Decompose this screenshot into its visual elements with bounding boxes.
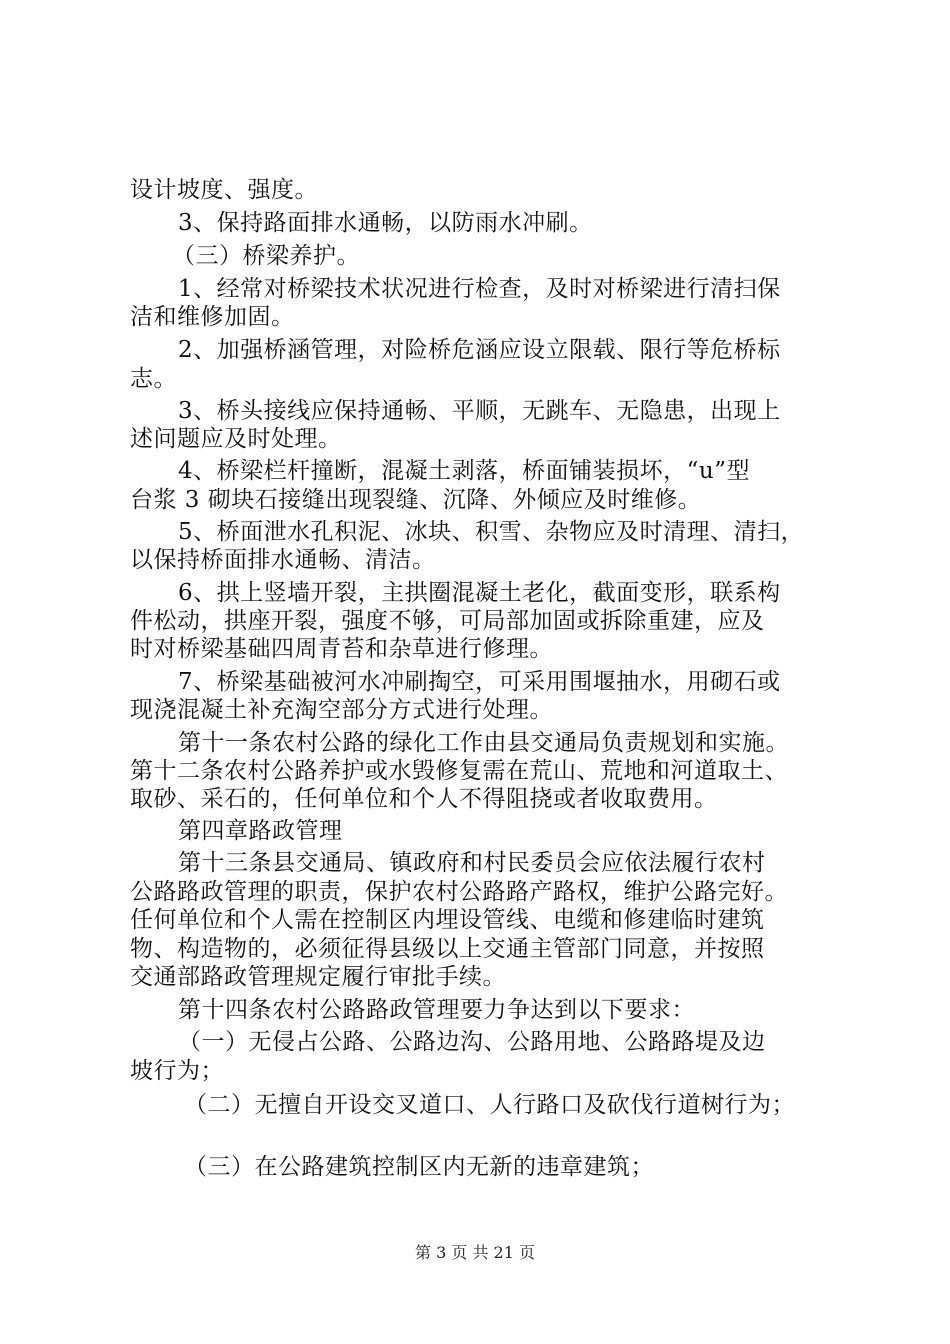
text-line: （一）无侵占公路、公路边沟、公路用地、公路路堤及边 (178, 1029, 766, 1055)
page-footer: 第 3 页 共 21 页 (415, 1243, 535, 1262)
text-line: （三）在公路建筑控制区内无新的违章建筑； (184, 1154, 654, 1180)
text-line: 交通部路政管理规定履行审批手续。 (130, 964, 506, 990)
text-line: 任何单位和个人需在控制区内埋设管线、电缆和修建临时建筑 (130, 907, 765, 933)
section-heading: （三）桥梁养护。 (172, 243, 360, 269)
text-line: 2、加强桥涵管理，对险桥危涵应设立限载、限行等危桥标 (178, 337, 781, 363)
text-line: 设计坡度、强度。 (130, 177, 318, 203)
text-line: 物、构造物的，必须征得县级以上交通主管部门同意，并按照 (130, 936, 765, 962)
text-line: 3、保持路面排水通畅，以防雨水冲刷。 (178, 210, 593, 236)
text-line: 述问题应及时处理。 (130, 426, 342, 452)
text-line: 公路路政管理的职责，保护农村公路路产路权，维护公路完好。 (130, 879, 788, 905)
text-line: 第十三条县交通局、镇政府和村民委员会应依法履行农村 (178, 850, 766, 876)
text-line: 志。 (130, 366, 177, 392)
text-line: 以保持桥面排水通畅、清洁。 (130, 547, 436, 573)
text-line: 第十二条农村公路养护或水毁修复需在荒山、荒地和河道取土、 (130, 758, 788, 784)
text-line: 件松动，拱座开裂，强度不够，可局部加固或拆除重建，应及 (130, 608, 765, 634)
text-line: 4、桥梁栏杆撞断，混凝土剥落，桥面铺装损坏，“u”型 (178, 458, 750, 484)
text-line: 5、桥面泄水孔积泥、冰块、积雪、杂物应及时清理、清扫， (178, 519, 805, 545)
text-line: 坡行为； (130, 1058, 224, 1084)
text-line: 1、经常对桥梁技术状况进行检查，及时对桥梁进行清扫保 (178, 276, 781, 302)
text-line: 洁和维修加固。 (130, 304, 295, 330)
text-line: 时对桥梁基础四周青苔和杂草进行修理。 (130, 636, 553, 662)
text-line: 台浆 3 砌块石接缝出现裂缝、沉降、外倾应及时维修。 (130, 487, 702, 513)
text-line: 现浇混凝土补充淘空部分方式进行处理。 (130, 697, 553, 723)
text-line: 6、拱上竖墙开裂，主拱圈混凝土老化，截面变形，联系构 (178, 580, 781, 606)
text-line: （二）无擅自开设交叉道口、人行路口及砍伐行道树行为； (184, 1092, 795, 1118)
text-line: 7、桥梁基础被河水冲刷掏空，可采用围堰抽水，用砌石或 (178, 669, 781, 695)
text-line: 3、桥头接线应保持通畅、平顺，无跳车、无隐患，出现上 (178, 398, 781, 424)
text-line: 取砂、采石的，任何单位和个人不得阻挠或者收取费用。 (130, 786, 718, 812)
text-line: 第十四条农村公路路政管理要力争达到以下要求： (178, 997, 695, 1023)
chapter-heading: 第四章路政管理 (178, 818, 343, 844)
text-line: 第十一条农村公路的绿化工作由县交通局负责规划和实施。 (178, 730, 789, 756)
